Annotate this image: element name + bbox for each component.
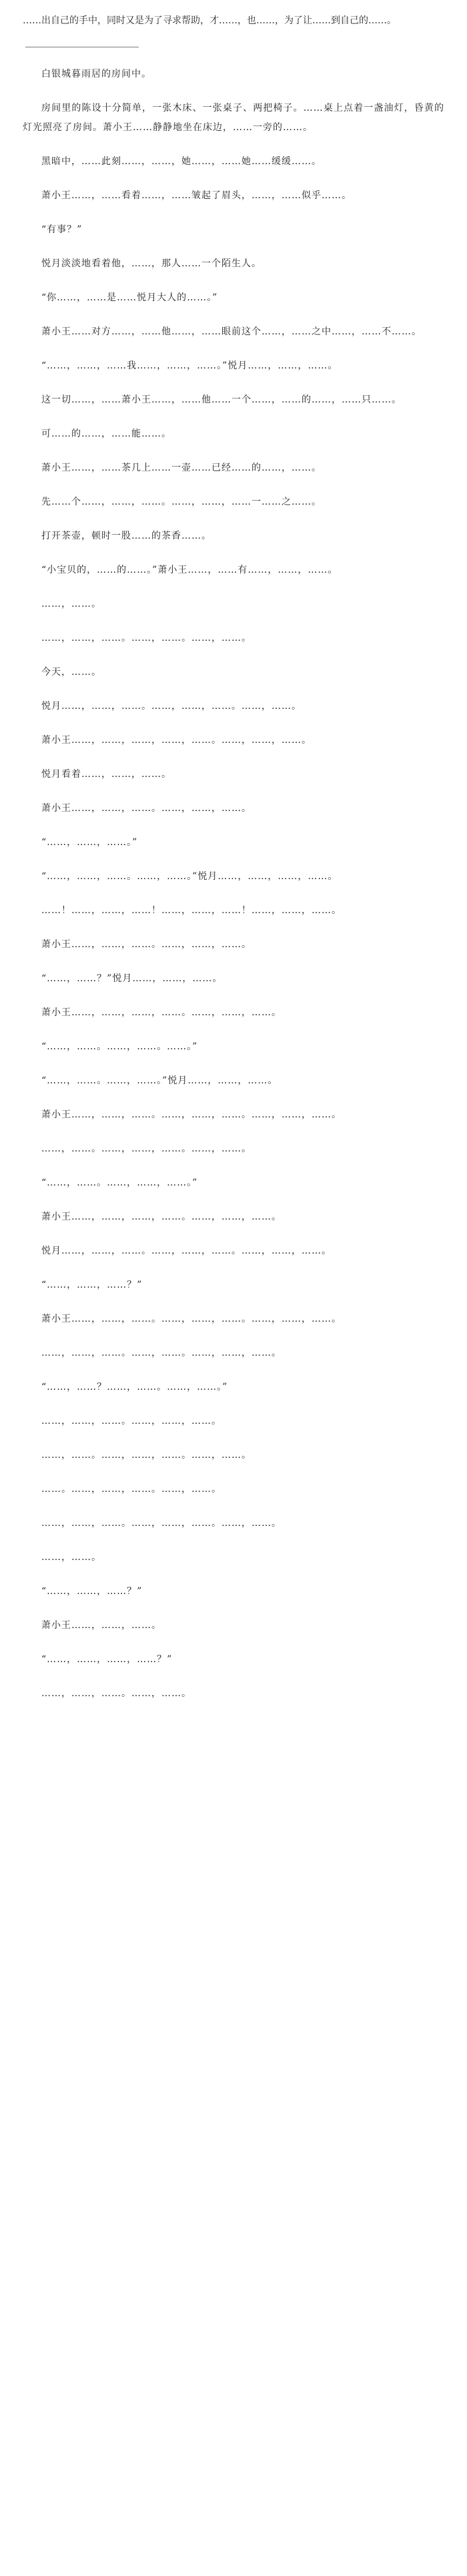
paragraph: ……，……。……，……，……。……，……。: [41, 1143, 252, 1154]
paragraph: “……，……，……。”: [41, 837, 138, 848]
paragraph: 悦月……，……，……。……，……，……。……，……，……。: [41, 1246, 332, 1256]
paragraph: “……，……，……？”: [41, 1280, 143, 1290]
paragraph: 萧小王……，……，……。……，……，……。……，……，……。: [41, 1109, 342, 1120]
previous-page-fragment: ……出自己的手中，同时又是为了寻求帮助，才……，也……，为了让……到自己的……。: [23, 15, 396, 26]
paragraph: 萧小王……，……看着……，……皱起了眉头，……，……似乎……。: [41, 190, 352, 201]
paragraph: 萧小王……，……，……，……。……，……，……。: [41, 1212, 282, 1222]
paragraph: 萧小王……，……，……。……，……，……。: [41, 803, 252, 814]
paragraph: 先……个……，……，……。……，……，……一……之……。: [41, 497, 322, 507]
paragraph: “……，……，……。……，……。”悦月……，……，……，……。: [41, 871, 338, 882]
paragraph: ……。……，……，……。……，……。: [41, 1484, 221, 1495]
paragraph: “……，……，……？”: [41, 1586, 143, 1597]
paragraph: 悦月看着……，……，……。: [41, 769, 171, 780]
paragraph: 萧小王……，……，……。: [41, 1620, 161, 1631]
paragraph: ……，……，……。……，……，……。……，……。: [41, 1518, 282, 1529]
paragraph: ……，……。: [41, 1552, 101, 1563]
paragraph: “……，……？……，……。……，……。”: [41, 1382, 228, 1392]
paragraph: “……，……，……我……，……，……。”悦月……，……，……。: [41, 360, 338, 371]
paragraph: 房间里的陈设十分简单，一张木床、一张桌子、两把椅子。……桌上点着一盏油灯，昏黄的灯光照亮了房间。萧小王……静静地坐在床边，……一旁的……。: [23, 103, 444, 133]
paragraph: 打开茶壶，顿时一股……的茶香……。: [41, 531, 211, 541]
paragraph: “……，……？”悦月……，……，……。: [41, 973, 223, 984]
paragraph: 这一切……，……萧小王……，……他……一个……，……的……，……只……。: [41, 395, 402, 405]
paragraph: “……，……。……，……。……。”: [41, 1041, 198, 1052]
paragraph: “你……，……是……悦月大人的……。”: [41, 292, 218, 303]
paragraph: 可……的……，……能……。: [41, 429, 171, 439]
paragraph: ……，……，……。……，……。……，……。: [41, 633, 252, 643]
paragraph: 悦月……，……，……。……，……，……。……，……。: [41, 701, 302, 712]
paragraph: “……，……。……，……。”悦月……，……，……。: [41, 1075, 278, 1086]
paragraph: “有事？”: [41, 224, 83, 235]
paragraph: “小宝贝的，……的……。”萧小王……，……有……，……，……。: [41, 565, 338, 575]
paragraph: ……，……，……。……，……。……，……，……。: [41, 1348, 282, 1358]
chapter-body: [23, 65, 444, 1704]
paragraph: 今天，……。: [41, 667, 101, 678]
paragraph: ……，……，……。……，……。: [41, 1688, 191, 1699]
paragraph: “……，……。……，……，……。”: [41, 1178, 198, 1188]
paragraph: ……，……。……，……，……。……，……。: [41, 1450, 252, 1461]
paragraph: 萧小王……，……茶几上……一壶……已经……的……，……。: [41, 463, 322, 473]
paragraph: 萧小王……，……，……，……，……。……，……，……。: [41, 735, 312, 746]
paragraph: ……，……，……。……，……，……。: [41, 1416, 221, 1427]
paragraph: 萧小王……，……，……。……，……，……。……，……，……。: [41, 1314, 342, 1324]
paragraph: ……，……。: [41, 599, 101, 609]
paragraph: “……，……，……，……？”: [41, 1654, 173, 1665]
paragraph: 萧小王……，……，……，……。……，……，……。: [41, 1007, 282, 1018]
paragraph: 白银城暮雨居的房间中。: [41, 69, 151, 79]
paragraph: 萧小王……，……，……。……，……，……。: [41, 939, 252, 950]
paragraph: 黑暗中，……此刻……，……，她……，……她……缓缓……。: [41, 156, 322, 167]
paragraph: 萧小王……对方……，……他……，……眼前这个……，……之中……，……不……。: [41, 326, 422, 337]
paragraph: ……！……，……，……！……，……，……！……，……，……。: [41, 905, 342, 916]
paragraph: 悦月淡淡地看着他，……，那人……一个陌生人。: [41, 258, 262, 269]
